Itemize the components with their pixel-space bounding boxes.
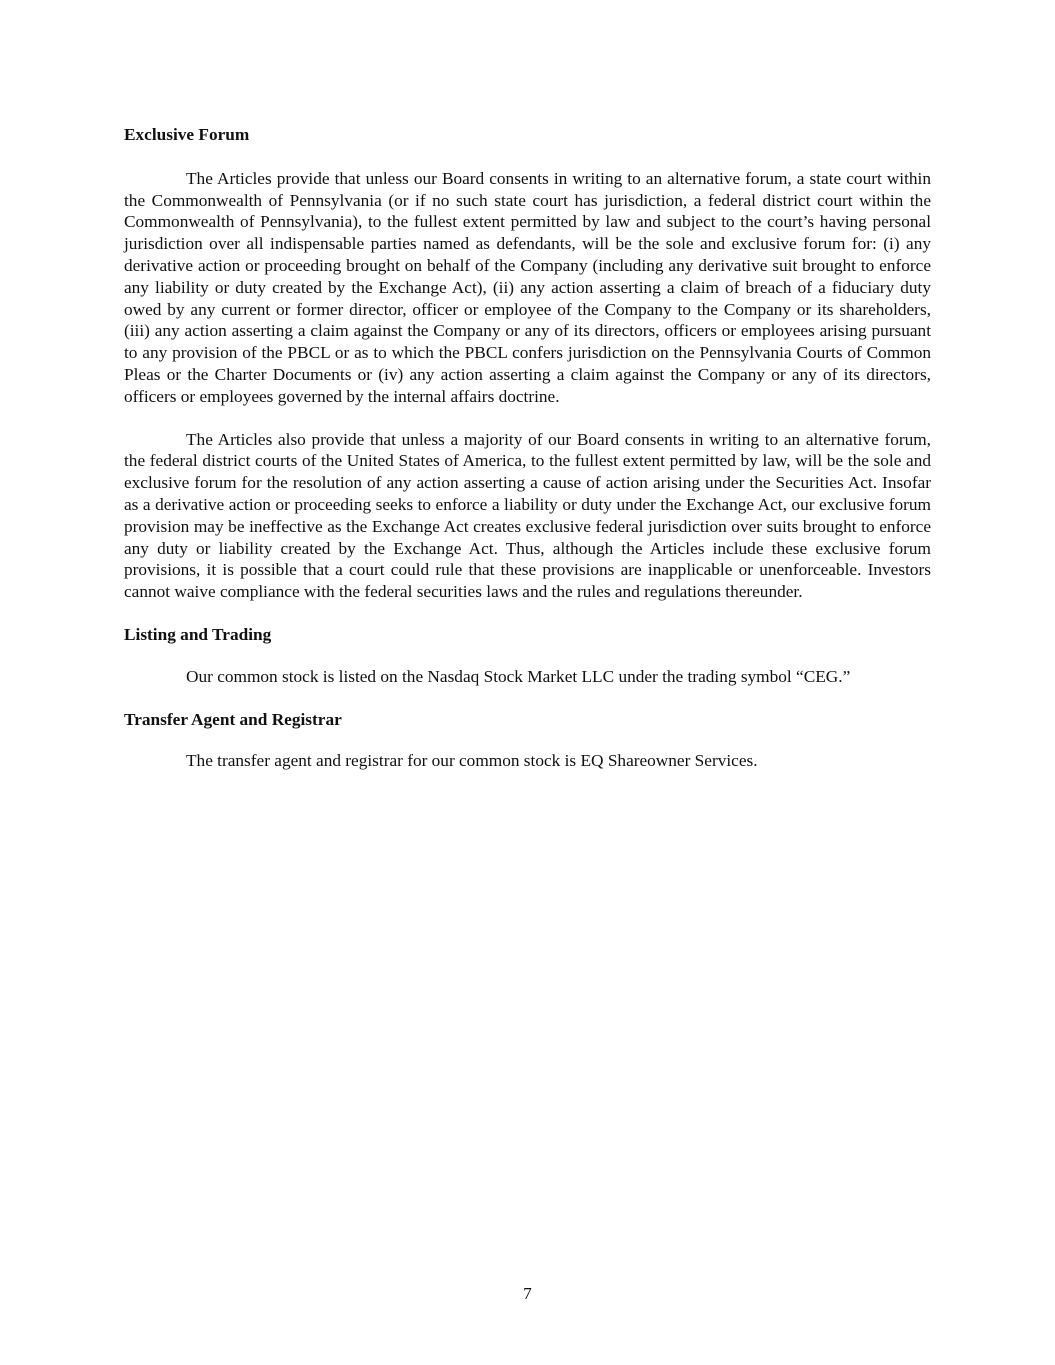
section-heading: Exclusive Forum	[124, 125, 250, 144]
section-heading: Listing and Trading	[124, 624, 272, 644]
document-body	[124, 124, 931, 772]
section-listing-and-trading	[124, 624, 931, 688]
paragraph: The transfer agent and registrar for our common stock is EQ Shareowner Services.	[186, 751, 758, 771]
section-transfer-agent	[124, 709, 931, 773]
paragraph: The Articles also provide that unless a majority of our Board consents in writing to an alternative forum, the federal district courts of the United States of America, to the fullest extent permitted by law, will be the sole and exclusive forum for the resolution of any action asserting a cause of action arising under the Securities Act. Insofar as a derivative action or proceeding seeks to enforce a liability or duty under the Exchange Act, our exclusive forum provision may be ineffective as the Exchange Act creates exclusive federal jurisdiction over suits brought to enforce any duty or liability created by the Exchange Act. Thus, although the Articles include these exclusive forum provisions, it is possible that a court could rule that these provisions are inapplicable or unenforceable. Investors cannot waive compliance with the federal securities laws and the rules and regulations thereunder.	[124, 429, 931, 602]
section-heading: Transfer Agent and Registrar	[124, 709, 342, 729]
section-exclusive-forum	[124, 124, 931, 603]
paragraph: The Articles provide that unless our Board consents in writing to an alternative forum, a state court within the Commonwealth of Pennsylvania (or if no such state court has jurisdiction, a federal district court within the Commonwealth of Pennsylvania), to the fullest extent permitted by law and subject to the court’s having personal jurisdiction over all indispensable parties named as defendants, will be the sole and exclusive forum for: (i) any derivative action or proceeding brought on behalf of the Company (including any derivative suit brought to enforce any liability or duty created by the Exchange Act), (ii) any action asserting a claim of breach of a fiduciary duty owed by any current or former director, officer or employee of the Company to the Company or its shareholders, (iii) any action asserting a claim against the Company or any of its directors, officers or employees arising pursuant to any provision of the PBCL or as to which the PBCL confers jurisdiction on the Pennsylvania Courts of Common Pleas or the Charter Documents or (iv) any action asserting a claim against the Company or any of its directors, officers or employees governed by the internal affairs doctrine.	[124, 168, 931, 406]
paragraph: Our common stock is listed on the Nasdaq Stock Market LLC under the trading symbol “CEG.”	[186, 666, 851, 686]
page-number: 7	[523, 1284, 532, 1303]
